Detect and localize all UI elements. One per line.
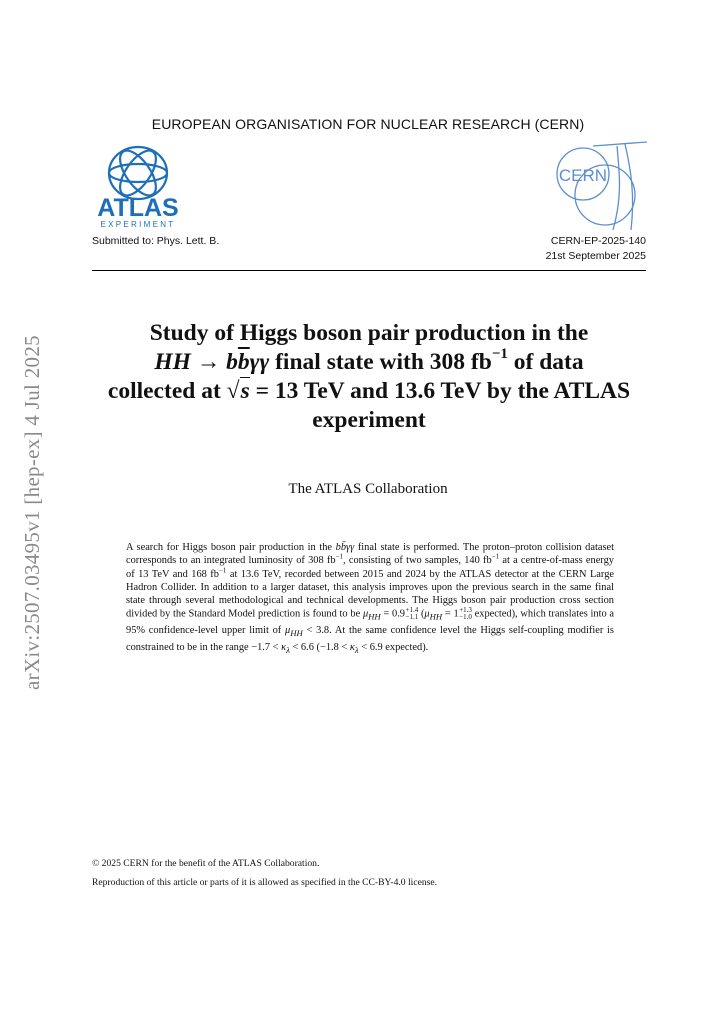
hh-subscript: HH [429, 611, 443, 622]
abstract-text: < 3.8. At the same confidence level the Higgs self-coupling modifier is constrained to be in the range −1.7 < [126, 625, 614, 653]
sqrt-symbol: √ [226, 378, 240, 404]
abstract-text: at a centre-of-mass energy of 13 TeV and 168 fb [126, 555, 614, 580]
abstract-text: , consisting of two samples, 140 fb [343, 555, 492, 567]
author-line: The ATLAS Collaboration [288, 481, 448, 497]
title-line-3 [88, 377, 650, 406]
abstract-exponent: −1 [491, 552, 500, 561]
copyright-notice: © 2025 CERN for the benefit of the ATLAS Collaboration. [92, 858, 320, 869]
atlas-wordmark: ATLAS [97, 194, 179, 222]
hh-subscript: HH [368, 611, 381, 622]
abstract [126, 541, 614, 657]
license-notice: Reproduction of this article or parts of it is allowed as specified in the CC-BY-4.0 license. [92, 877, 438, 888]
title-exponent: −1 [491, 346, 508, 363]
abstract-text: A search for Higgs boson pair production in the [126, 542, 336, 553]
title-line-4: experiment [312, 407, 426, 433]
kappa-symbol: κ [349, 641, 355, 653]
title-collected-at: collected at [107, 378, 227, 404]
cern-logo [553, 140, 647, 232]
abstract-text: expected), which translates into a 95% confidence-level upper limit of [126, 608, 615, 637]
title-arrow: → [196, 349, 221, 375]
expected-up: +1.3 [459, 606, 472, 615]
title-of-data: of data [507, 349, 584, 375]
cern-wordmark: CERN [558, 166, 608, 185]
title-b: b [226, 349, 238, 375]
observed-up: +1.4 [405, 606, 419, 615]
lambda-subscript: λ [354, 644, 359, 655]
kappa-symbol: κ [281, 641, 287, 653]
abstract-exponent: −1 [335, 552, 344, 561]
abstract-final-state: bb̄γγ [335, 542, 355, 553]
hh-subscript: HH [290, 628, 303, 639]
abstract-text: final state is performed. The proton–proton collision dataset corresponds to an integrated luminosity of 308 fb [126, 542, 614, 567]
submitted-to: Submitted to: Phys. Lett. B. [92, 235, 220, 247]
abstract-text: ( [418, 608, 425, 620]
organisation-heading: EUROPEAN ORGANISATION FOR NUCLEAR RESEARCH (CERN) [151, 116, 585, 132]
mu-symbol: μ [285, 625, 291, 637]
abstract-text: at 13.6 TeV, recorded between 2015 and 2024 by the ATLAS detector at the CERN Large Hadron Collider. In addition to a larger dataset, this analysis improves upon the previous search in the same final state through several methodological and technical developments. The Higgs boson pair production cross section divided by the Standard Model prediction is found to be [126, 568, 614, 620]
observed-down: −1.1 [405, 613, 419, 622]
header-divider [92, 270, 646, 271]
title-line-1: Study of Higgs boson pair production in the [149, 320, 589, 346]
abstract-text: < 6.9 expected). [358, 641, 429, 653]
observed-value: = 0.9 [380, 608, 406, 620]
title-energies: = 13 TeV and 13.6 TeV by the ATLAS [249, 378, 631, 404]
abstract-exponent: −1 [218, 566, 227, 575]
title-s: s [240, 378, 250, 404]
paper-title [88, 319, 650, 435]
title-hh: HH [154, 349, 191, 375]
expected-uncertainty [459, 607, 472, 621]
report-number: CERN-EP-2025-140 [550, 235, 646, 247]
title-final-state: final state with 308 fb [269, 349, 492, 375]
arxiv-identifier: arXiv:2507.03495v1 [hep-ex] 4 Jul 2025 [20, 335, 44, 690]
report-date: 21st September 2025 [545, 250, 646, 262]
expected-value: = 1 [442, 608, 459, 620]
observed-uncertainty [406, 607, 419, 621]
title-gamma-gamma: γγ [249, 349, 270, 375]
mu-symbol: μ [362, 608, 369, 620]
abstract-text: < 6.6 (−1.8 < [289, 641, 350, 653]
lambda-subscript: λ [286, 644, 290, 655]
atlas-subtitle: EXPERIMENT [100, 220, 176, 229]
atlas-experiment-logo [92, 143, 184, 229]
expected-down: −1.0 [459, 613, 472, 622]
atlas-globe-icon [109, 145, 167, 201]
mu-symbol: μ [424, 608, 430, 620]
title-bbar: $\overline{b}$ [237, 349, 250, 375]
title-line-2 [88, 348, 650, 377]
